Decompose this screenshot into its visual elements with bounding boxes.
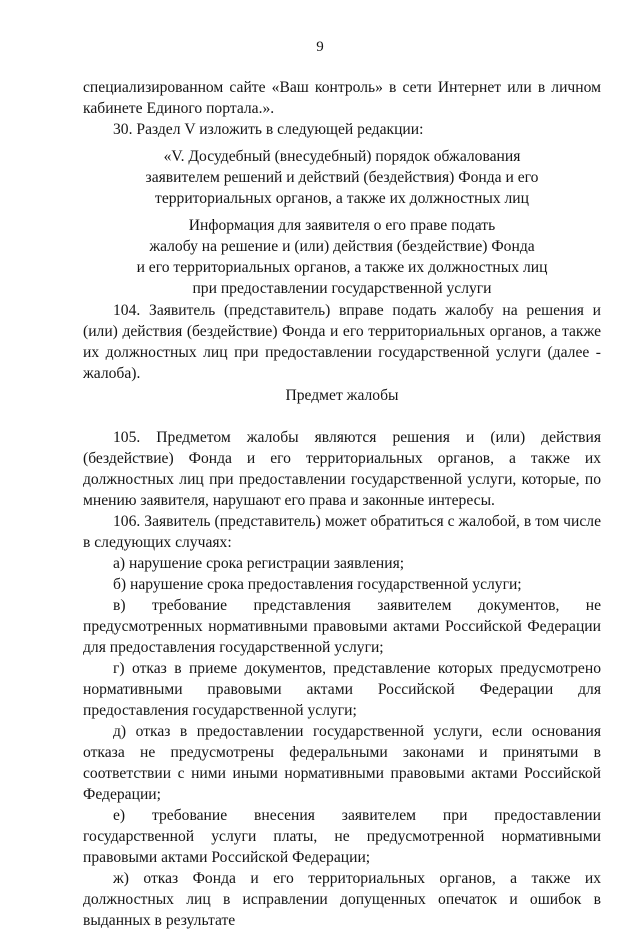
info-title (83, 215, 601, 299)
section-title-line: территориальных органов, а также их должностных лиц (155, 190, 529, 207)
page-number: 9 (316, 39, 324, 55)
items-block (83, 427, 601, 931)
case-item: ж) отказ Фонда и его территориальных органов, а также их должностных лиц в исправлении допущенных опечаток и ошибок в выданных в результате (83, 870, 601, 929)
section-title-line: заявителем решений и действий (бездействия) Фонда и его (145, 169, 539, 186)
case-item: а) нарушение срока регистрации заявления; (113, 555, 405, 572)
item-104-block (83, 300, 601, 384)
section-title (83, 146, 601, 209)
intro-block (83, 77, 601, 140)
case-item: д) отказ в предоставлении государственной услуги, если основания отказа не предусмотрены федеральными законами и принятыми в соответствии с ними иными нормативными правовыми актами Российской Федерации; (83, 723, 601, 803)
intro-continuation: специализированном сайте «Ваш контроль» в сети Интернет или в личном кабинете Единого портала.». (83, 79, 601, 117)
case-item: б) нарушение срока предоставления государственной услуги; (113, 576, 522, 593)
item-106: 106. Заявитель (представитель) может обратиться с жалобой, в том числе в следующих случаях: (83, 513, 601, 551)
case-item: г) отказ в приеме документов, представление которых предусмотрено нормативными правовыми актами Российской Федерации для предоставления государственной услуги; (83, 660, 601, 719)
item-30: 30. Раздел V изложить в следующей редакции: (113, 121, 424, 138)
item-104: 104. Заявитель (представитель) вправе подать жалобу на решения и (или) действия (бездействие) Фонда и его территориальных органов, а также их должностных лиц при предоставлении государственной услуги (далее - жалоба). (83, 302, 601, 382)
case-item: в) требование представления заявителем документов, не предусмотренных нормативными правовыми актами Российской Федерации для предоставления государственной услуги; (83, 597, 601, 656)
info-title-line: и его территориальных органов, а также их должностных лиц (136, 259, 548, 276)
case-item: е) требование внесения заявителем при предоставлении государственной услуги платы, не предусмотренной нормативными правовыми актами Российской Федерации; (83, 807, 601, 866)
info-title-line: при предоставлении государственной услуги (192, 280, 492, 297)
section-title-line: «V. Досудебный (внесудебный) порядок обжалования (163, 148, 521, 165)
info-title-line: жалобу на решение и (или) действия (бездействие) Фонда (149, 238, 535, 255)
info-title-line: Информация для заявителя о его праве подать (188, 217, 496, 234)
subject-title-block (83, 385, 601, 406)
item-105: 105. Предметом жалобы являются решения и (или) действия (бездействие) Фонда и его территориальных органов, а также их должностных лиц при предоставлении государственной услуги, которые, по мнению заявителя, нарушают его права и законные интересы. (83, 429, 601, 509)
subject-title: Предмет жалобы (285, 387, 399, 404)
